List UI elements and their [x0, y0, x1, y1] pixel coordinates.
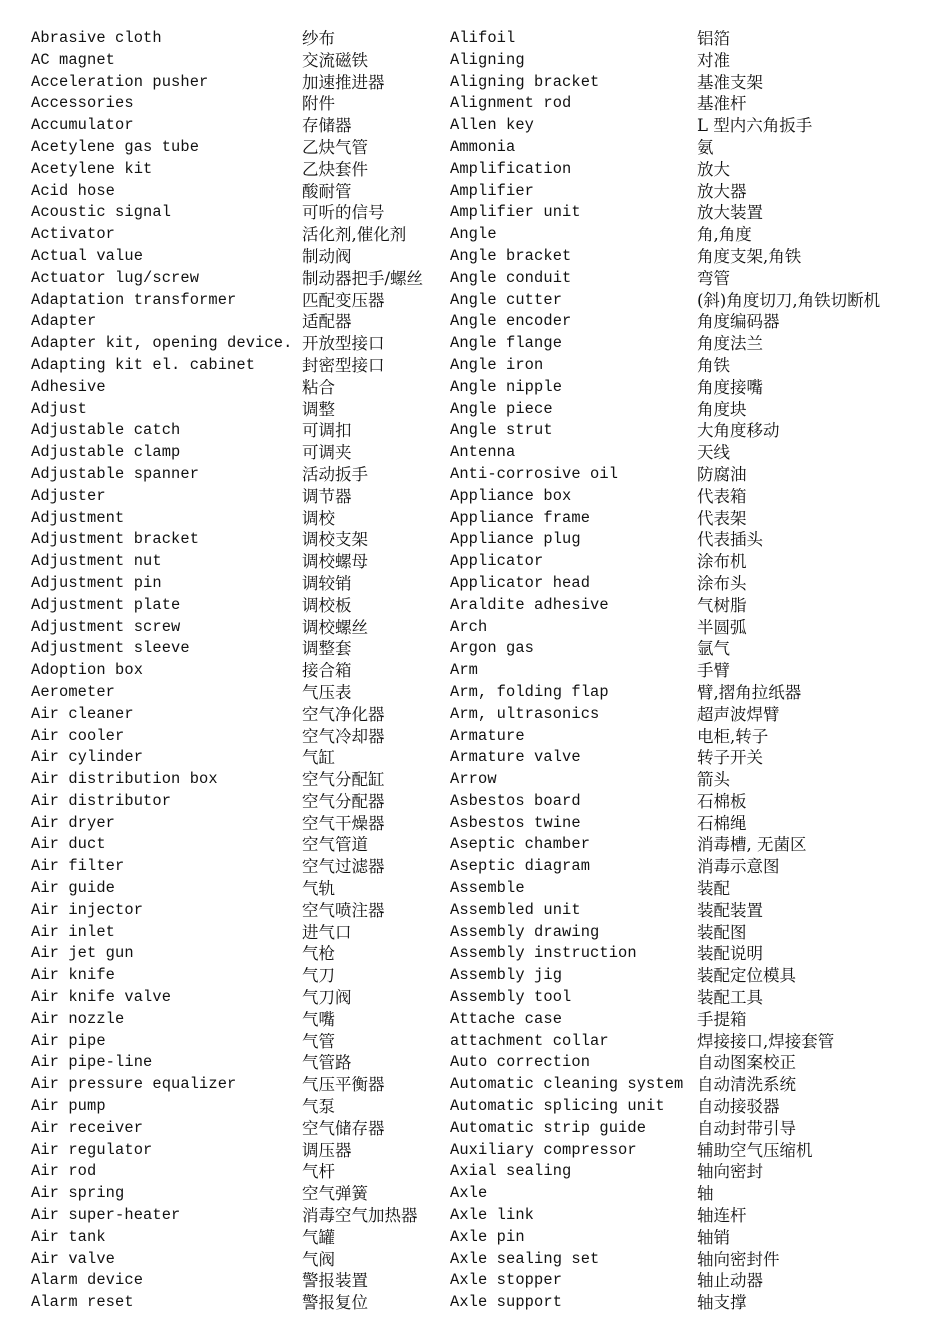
chinese-translation: 气阀 — [302, 1249, 335, 1269]
chinese-translation: 消毒槽, 无菌区 — [697, 835, 807, 855]
chinese-translation: 角度编码器 — [697, 312, 780, 332]
chinese-translation: 角度支架,角铁 — [697, 246, 802, 266]
chinese-translation: 自动图案校正 — [697, 1053, 796, 1073]
chinese-translation: 氨 — [697, 137, 714, 157]
english-term: Amplification — [450, 159, 572, 178]
english-term: Air cooler — [31, 726, 125, 745]
chinese-translation: 存储器 — [302, 116, 352, 136]
english-term: Alarm reset — [31, 1293, 134, 1312]
right-chinese-column — [697, 28, 947, 1314]
english-term: Arm — [450, 661, 479, 680]
english-term: Aerometer — [31, 682, 116, 701]
english-term: Armature valve — [450, 748, 581, 767]
chinese-translation: 涂布头 — [697, 573, 747, 593]
chinese-translation: 调校板 — [302, 595, 352, 615]
chinese-translation: 装配图 — [697, 922, 747, 942]
chinese-translation: 弯管 — [697, 268, 730, 288]
chinese-translation: 轴销 — [697, 1227, 730, 1247]
english-term: Ammonia — [450, 137, 516, 156]
english-term: Auxiliary compressor — [450, 1140, 637, 1159]
english-term: Air jet gun — [31, 944, 134, 963]
chinese-translation: 空气储存器 — [302, 1118, 385, 1138]
chinese-translation: 空气分配缸 — [302, 770, 385, 790]
english-term: Air valve — [31, 1249, 116, 1268]
chinese-translation: 对准 — [697, 50, 730, 70]
english-term: Air pressure equalizer — [31, 1075, 237, 1094]
chinese-translation: 酸耐管 — [302, 181, 352, 201]
english-term: Acetylene kit — [31, 159, 153, 178]
chinese-translation: 纱布 — [302, 29, 335, 48]
english-term: Air regulator — [31, 1140, 153, 1159]
chinese-translation: 轴连杆 — [697, 1206, 747, 1226]
chinese-translation: 大角度移动 — [697, 421, 780, 441]
english-term: Accessories — [31, 94, 134, 113]
english-term: Assembly jig — [450, 966, 563, 985]
chinese-translation: 角度块 — [697, 399, 747, 419]
chinese-translation: 消毒空气加热器 — [302, 1206, 418, 1226]
english-term: Axle sealing set — [450, 1249, 600, 1268]
english-term: Angle bracket — [450, 246, 572, 265]
chinese-translation: 气罐 — [302, 1227, 335, 1247]
english-term: Adapter kit, opening device. — [31, 334, 293, 353]
english-term: Adjuster — [31, 486, 106, 505]
english-term: Angle strut — [450, 421, 553, 440]
english-term: Air filter — [31, 857, 125, 876]
chinese-translation: 调校支架 — [302, 530, 368, 550]
chinese-translation: 制动阀 — [302, 246, 352, 266]
english-term: Amplifier — [450, 181, 535, 200]
chinese-translation: 石棉绳 — [697, 813, 747, 833]
english-term: Air super-heater — [31, 1206, 181, 1225]
english-term: Auto correction — [450, 1053, 591, 1072]
chinese-translation: 氩气 — [697, 639, 730, 659]
english-term: Axle pin — [450, 1227, 525, 1246]
chinese-translation: 装配装置 — [697, 900, 763, 920]
chinese-translation: 放大装置 — [697, 203, 763, 223]
chinese-translation: 调整套 — [302, 639, 352, 659]
english-term: Air receiver — [31, 1118, 144, 1137]
english-term: Alifoil — [450, 29, 516, 47]
chinese-translation: 交流磁铁 — [302, 50, 368, 70]
chinese-translation: 臂,摺角拉纸器 — [697, 682, 802, 702]
chinese-translation: 轴 — [697, 1184, 714, 1204]
chinese-translation: 空气冷却器 — [302, 726, 385, 746]
chinese-translation: 气刀阀 — [302, 988, 352, 1008]
english-term: Angle conduit — [450, 268, 572, 287]
english-term: Adjustment plate — [31, 595, 181, 614]
english-term: Arm, ultrasonics — [450, 704, 600, 723]
english-term: Aligning bracket — [450, 72, 600, 91]
english-term: Acid hose — [31, 181, 116, 200]
chinese-translation: 轴止动器 — [697, 1271, 763, 1291]
chinese-translation: 调压器 — [302, 1140, 352, 1160]
chinese-translation: 焊接接口,焊接套管 — [697, 1031, 835, 1051]
english-term: Adjustable catch — [31, 421, 181, 440]
english-term: Adjustable spanner — [31, 464, 200, 483]
english-term: Automatic cleaning system — [450, 1075, 684, 1094]
english-term: Assembly drawing — [450, 922, 600, 941]
chinese-translation: 防腐油 — [697, 464, 747, 484]
chinese-translation: 气嘴 — [302, 1009, 335, 1029]
english-term: Automatic strip guide — [450, 1118, 647, 1137]
chinese-translation: 电柜,转子 — [697, 726, 769, 746]
english-term: Axial sealing — [450, 1162, 572, 1181]
chinese-translation: 空气管道 — [302, 835, 368, 855]
chinese-translation: 可调夹 — [302, 443, 352, 463]
english-term: Attache case — [450, 1009, 563, 1028]
english-term: Angle encoder — [450, 312, 572, 331]
chinese-translation: 代表架 — [697, 508, 747, 528]
english-term: Angle — [450, 225, 497, 244]
chinese-translation: 装配 — [697, 879, 730, 899]
chinese-translation: 气管路 — [302, 1053, 352, 1073]
english-term: Alignment rod — [450, 94, 572, 113]
chinese-translation: 空气分配器 — [302, 791, 385, 811]
chinese-translation: 涂布机 — [697, 552, 747, 572]
chinese-translation: 角铁 — [697, 355, 730, 375]
chinese-translation: 轴支撑 — [697, 1293, 747, 1313]
english-term: Angle nipple — [450, 377, 563, 396]
english-term: Air injector — [31, 900, 144, 919]
chinese-translation: 辅助空气压缩机 — [697, 1140, 813, 1160]
chinese-translation: 调校螺母 — [302, 552, 368, 572]
english-term: Arm, folding flap — [450, 682, 609, 701]
chinese-translation: 制动器把手/螺丝 — [302, 268, 424, 288]
english-term: Acetylene gas tube — [31, 137, 200, 156]
english-term: Adjustment bracket — [31, 530, 200, 549]
english-term: Automatic splicing unit — [450, 1097, 665, 1116]
english-term: Air distributor — [31, 791, 172, 810]
chinese-translation: 气缸 — [302, 748, 335, 768]
english-term: Air distribution box — [31, 770, 218, 789]
chinese-translation: 接合箱 — [302, 661, 352, 681]
chinese-translation: 乙炔套件 — [302, 159, 368, 179]
english-term: Assembled unit — [450, 900, 581, 919]
chinese-translation: 附件 — [302, 94, 335, 114]
english-term: Adjustment — [31, 508, 125, 527]
english-term: Air rod — [31, 1162, 97, 1181]
chinese-translation: (斜)角度切刀,角铁切断机 — [697, 290, 881, 310]
chinese-translation: 调较销 — [302, 573, 352, 593]
english-term: Abrasive cloth — [31, 29, 162, 47]
chinese-translation: 开放型接口 — [302, 334, 385, 354]
chinese-translation: 匹配变压器 — [302, 290, 385, 310]
chinese-translation: 气刀 — [302, 966, 335, 986]
chinese-translation: 警报复位 — [302, 1293, 368, 1313]
english-term: Assemble — [450, 879, 525, 898]
english-term: Actual value — [31, 246, 144, 265]
chinese-translation: 封密型接口 — [302, 355, 385, 375]
english-term: Alarm device — [31, 1271, 144, 1290]
english-term: Air nozzle — [31, 1009, 125, 1028]
chinese-translation: 装配说明 — [697, 944, 763, 964]
chinese-translation: 气枪 — [302, 944, 335, 964]
english-term: Angle piece — [450, 399, 553, 418]
chinese-translation: 调节器 — [302, 486, 352, 506]
chinese-translation: 放大 — [697, 159, 730, 179]
chinese-translation: 基准支架 — [697, 72, 763, 92]
chinese-translation: 警报装置 — [302, 1271, 368, 1291]
chinese-translation: 自动接驳器 — [697, 1097, 780, 1117]
chinese-translation: 空气干燥器 — [302, 813, 385, 833]
chinese-translation: 角度法兰 — [697, 334, 763, 354]
english-term: Adaptation transformer — [31, 290, 237, 309]
chinese-translation: 进气口 — [302, 922, 352, 942]
english-term: Asbestos twine — [450, 813, 581, 832]
english-term: Axle link — [450, 1206, 535, 1225]
chinese-translation: 角,角度 — [697, 225, 752, 245]
english-term: Arrow — [450, 770, 497, 789]
english-term: Appliance box — [450, 486, 572, 505]
english-term: Adapting kit el. cabinet — [31, 355, 256, 374]
english-term: Air dryer — [31, 813, 116, 832]
chinese-translation: 空气净化器 — [302, 704, 385, 724]
chinese-translation: 可听的信号 — [302, 203, 385, 223]
english-term: Axle — [450, 1184, 488, 1203]
english-term: Adapter — [31, 312, 97, 331]
english-term: Air duct — [31, 835, 106, 854]
english-term: Allen key — [450, 116, 535, 135]
chinese-translation: 气杆 — [302, 1162, 335, 1182]
chinese-translation: 箭头 — [697, 770, 730, 790]
english-term: Angle flange — [450, 334, 563, 353]
english-term: Argon gas — [450, 639, 535, 658]
english-term: Acceleration pusher — [31, 72, 209, 91]
english-term: Air guide — [31, 879, 116, 898]
english-term: AC magnet — [31, 50, 116, 69]
english-term: Axle stopper — [450, 1271, 563, 1290]
english-term: Araldite adhesive — [450, 595, 609, 614]
english-term: Air pipe — [31, 1031, 106, 1050]
chinese-translation: 气树脂 — [697, 595, 747, 615]
english-term: Air spring — [31, 1184, 125, 1203]
chinese-translation: 天线 — [697, 443, 730, 463]
chinese-translation: 气轨 — [302, 879, 335, 899]
english-term: Asbestos board — [450, 791, 581, 810]
english-term: Appliance plug — [450, 530, 581, 549]
english-term: Air pump — [31, 1097, 106, 1116]
chinese-translation: 装配工具 — [697, 988, 763, 1008]
english-term: Air cleaner — [31, 704, 134, 723]
english-term: Applicator head — [450, 573, 591, 592]
english-term: Adjustment nut — [31, 552, 162, 571]
left-chinese-column — [302, 28, 447, 1314]
chinese-translation: 加速推进器 — [302, 72, 385, 92]
chinese-translation: 空气弹簧 — [302, 1184, 368, 1204]
english-term: Armature — [450, 726, 525, 745]
chinese-translation: 基准杆 — [697, 94, 747, 114]
right-english-column — [450, 28, 695, 1314]
english-term: Arch — [450, 617, 488, 636]
english-term: Accumulator — [31, 116, 134, 135]
english-term: Aseptic diagram — [450, 857, 591, 876]
english-term: Aseptic chamber — [450, 835, 591, 854]
chinese-translation: 空气喷注器 — [302, 900, 385, 920]
english-term: Activator — [31, 225, 116, 244]
english-term: Aligning — [450, 50, 525, 69]
chinese-translation: 半圆弧 — [697, 617, 747, 637]
english-term: Adjustment pin — [31, 573, 162, 592]
english-term: Adjustment sleeve — [31, 639, 190, 658]
chinese-translation: 气泵 — [302, 1097, 335, 1117]
english-term: Angle cutter — [450, 290, 563, 309]
english-term: Acoustic signal — [31, 203, 172, 222]
english-term: Actuator lug/screw — [31, 268, 200, 287]
chinese-translation: 活化剂,催化剂 — [302, 225, 407, 245]
english-term: Adjust — [31, 399, 88, 418]
english-term: Assembly instruction — [450, 944, 637, 963]
chinese-translation: 适配器 — [302, 312, 352, 332]
english-term: Angle iron — [450, 355, 544, 374]
english-term: Air pipe-line — [31, 1053, 153, 1072]
english-term: Adhesive — [31, 377, 106, 396]
english-term: Air tank — [31, 1227, 106, 1246]
chinese-translation: 调校 — [302, 508, 335, 528]
chinese-translation: 代表插头 — [697, 530, 763, 550]
chinese-translation: 活动扳手 — [302, 464, 368, 484]
chinese-translation: 角度接嘴 — [697, 377, 763, 397]
chinese-translation: 自动封带引导 — [697, 1118, 796, 1138]
chinese-translation: 超声波焊臂 — [697, 704, 780, 724]
english-term: Anti-corrosive oil — [450, 464, 619, 483]
chinese-translation: 装配定位模具 — [697, 966, 796, 986]
chinese-translation: 放大器 — [697, 181, 747, 201]
left-english-column — [31, 28, 296, 1314]
english-term: Adjustable clamp — [31, 443, 181, 462]
chinese-translation: 气压平衡器 — [302, 1075, 385, 1095]
chinese-translation: 铝箔 — [697, 29, 730, 48]
english-term: Applicator — [450, 552, 544, 571]
english-term: Adoption box — [31, 661, 144, 680]
chinese-translation: 调校螺丝 — [302, 617, 368, 637]
english-term: Axle support — [450, 1293, 563, 1312]
chinese-translation: L 型内六角扳手 — [697, 116, 813, 136]
chinese-translation: 轴向密封 — [697, 1162, 763, 1182]
chinese-translation: 调整 — [302, 399, 335, 419]
chinese-translation: 转子开关 — [697, 748, 763, 768]
chinese-translation: 代表箱 — [697, 486, 747, 506]
chinese-translation: 空气过滤器 — [302, 857, 385, 877]
chinese-translation: 轴向密封件 — [697, 1249, 780, 1269]
english-term: Air cylinder — [31, 748, 144, 767]
chinese-translation: 可调扣 — [302, 421, 352, 441]
chinese-translation: 气管 — [302, 1031, 335, 1051]
chinese-translation: 自动清洗系统 — [697, 1075, 796, 1095]
english-term: Air inlet — [31, 922, 116, 941]
chinese-translation: 手提箱 — [697, 1009, 747, 1029]
chinese-translation: 手臂 — [697, 661, 730, 681]
chinese-translation: 乙炔气管 — [302, 137, 368, 157]
chinese-translation: 气压表 — [302, 682, 352, 702]
english-term: Air knife valve — [31, 988, 172, 1007]
chinese-translation: 消毒示意图 — [697, 857, 780, 877]
english-term: Assembly tool — [450, 988, 572, 1007]
english-term: attachment collar — [450, 1031, 609, 1050]
english-term: Antenna — [450, 443, 516, 462]
english-term: Air knife — [31, 966, 116, 985]
chinese-translation: 粘合 — [302, 377, 335, 397]
english-term: Adjustment screw — [31, 617, 181, 636]
chinese-translation: 石棉板 — [697, 791, 747, 811]
english-term: Appliance frame — [450, 508, 591, 527]
english-term: Amplifier unit — [450, 203, 581, 222]
